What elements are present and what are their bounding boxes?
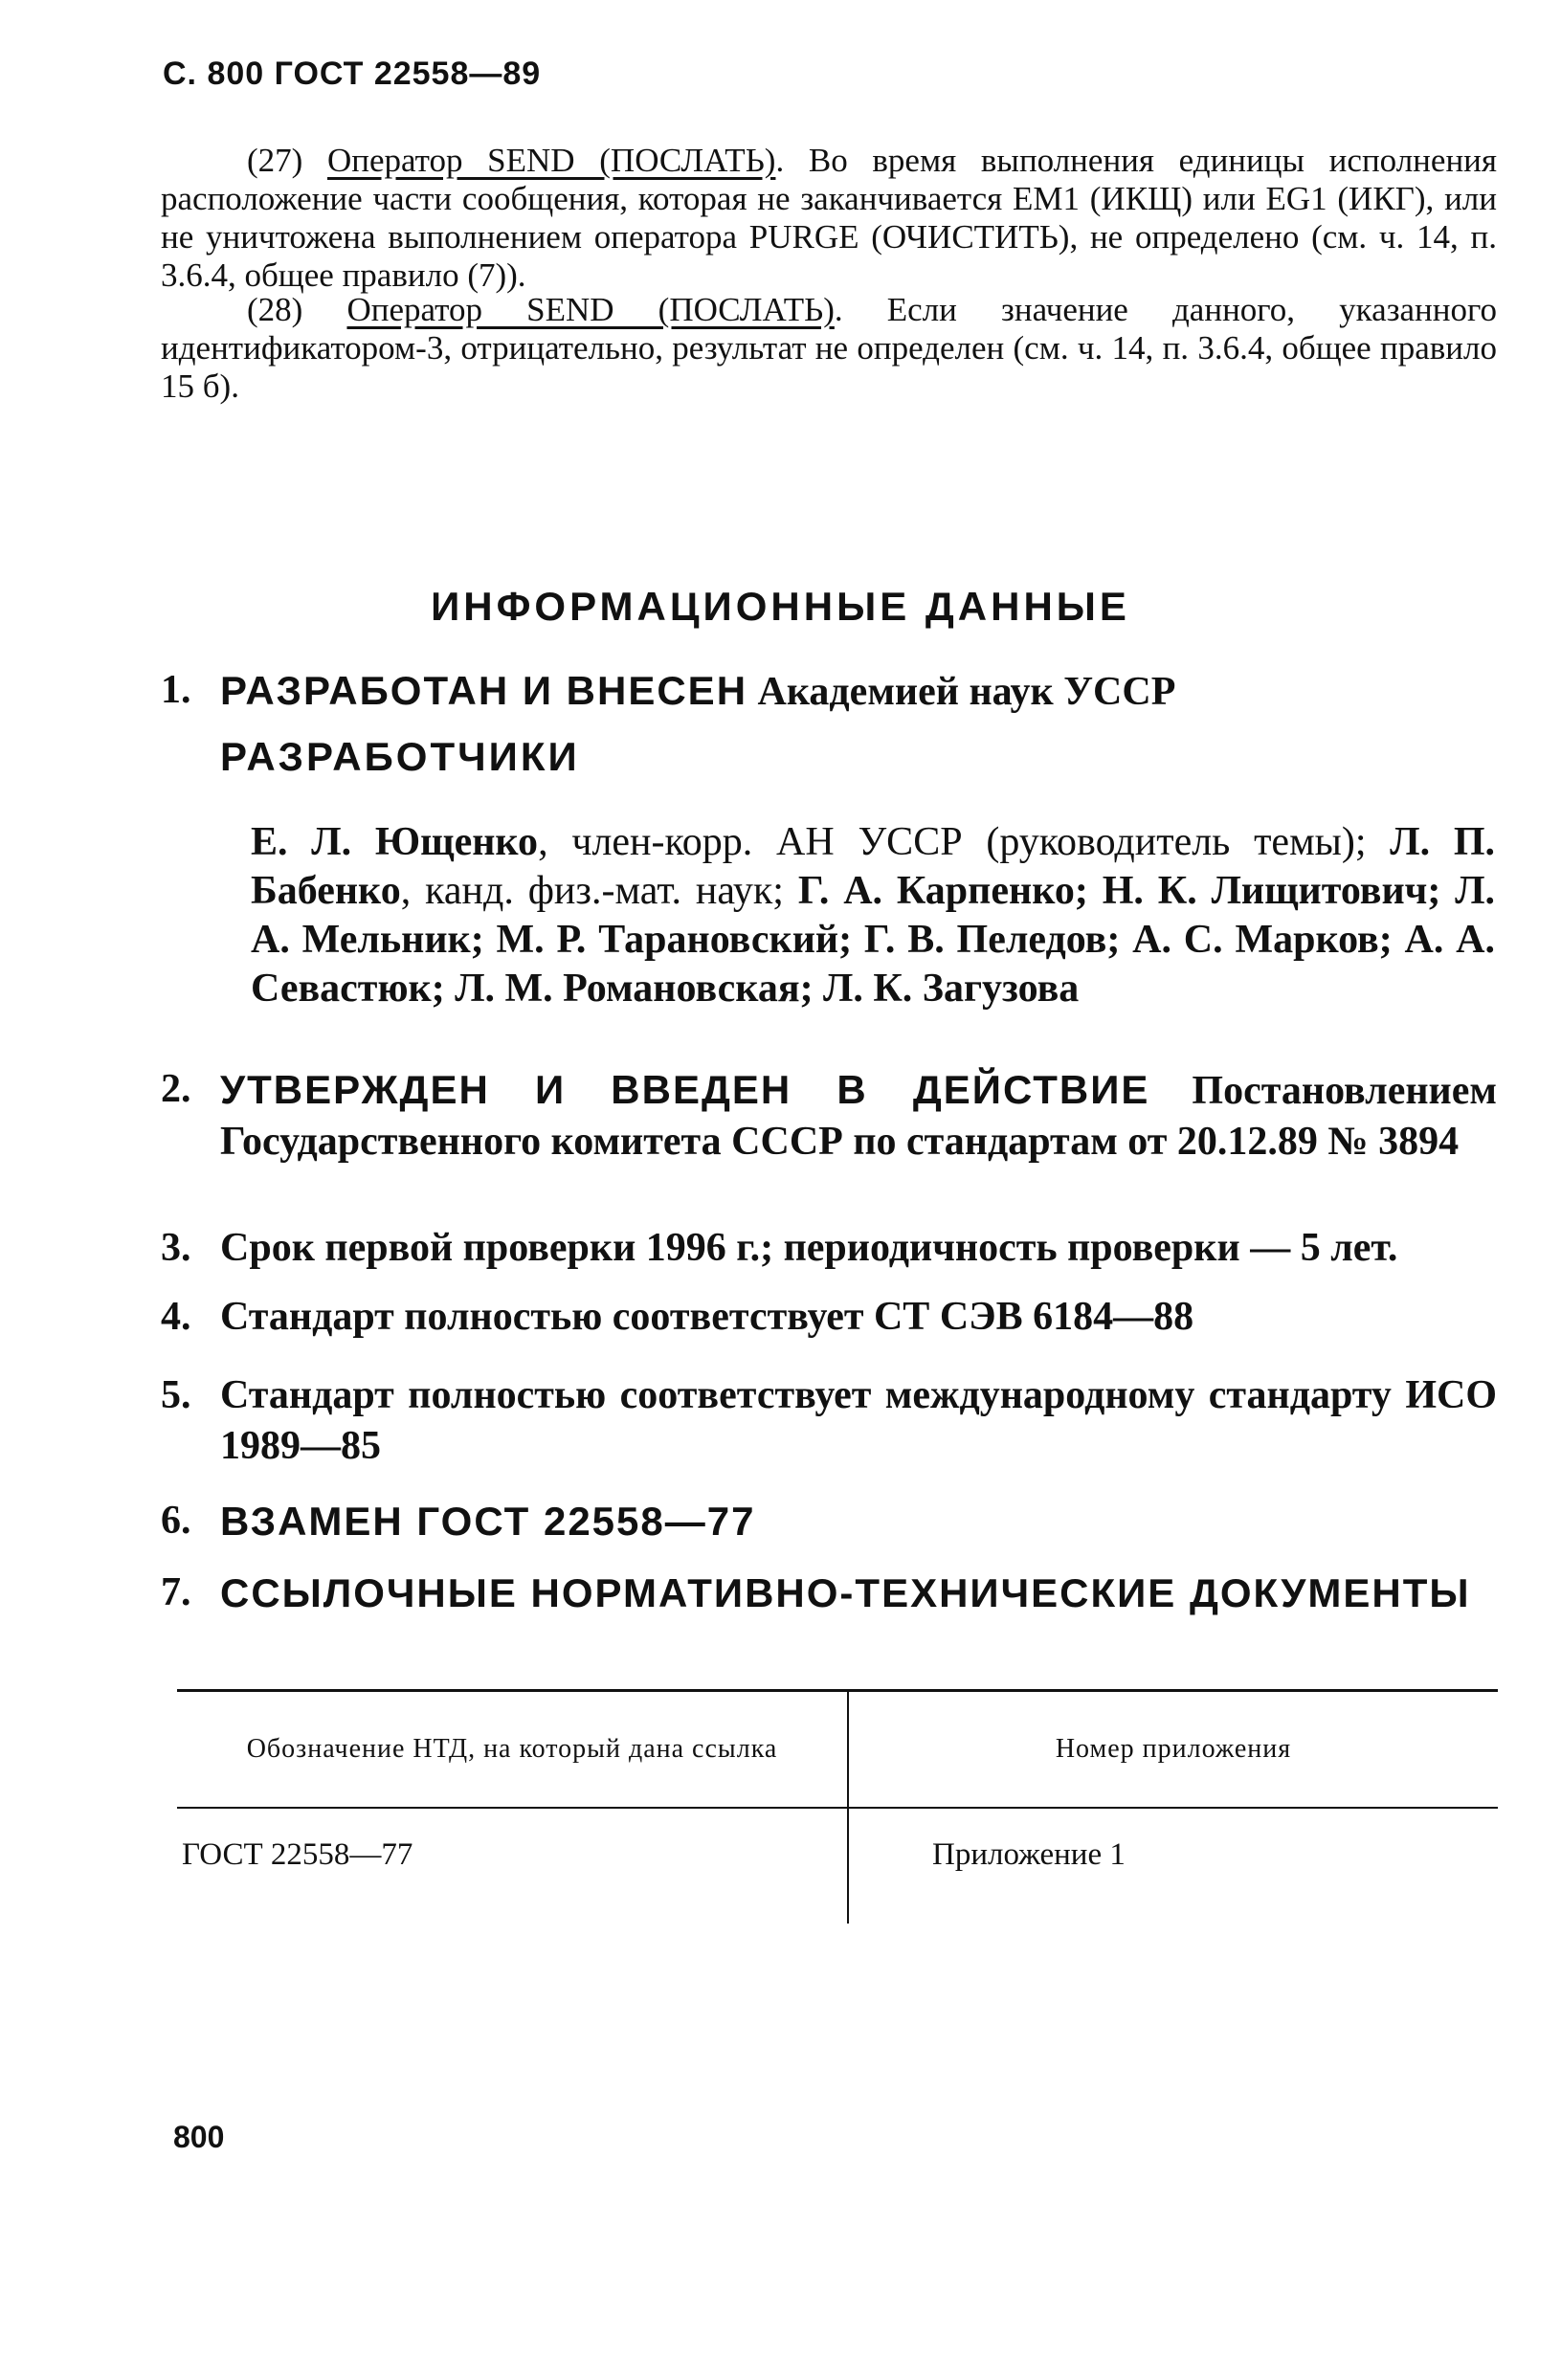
table-header-cell: Обозначение НТД, на который дана ссылка — [246, 1734, 778, 1764]
info-item-2 — [161, 1064, 1497, 1168]
info-item-7 — [161, 1568, 1497, 1618]
item-number: 4. — [161, 1295, 191, 1339]
developers-list — [251, 818, 1495, 1013]
table-cell: ГОСТ 22558—77 — [182, 1837, 413, 1872]
item-text: Стандарт полностью соответствует международному стандарту ИСО 1989—85 — [220, 1373, 1497, 1468]
item-number: 3. — [161, 1226, 191, 1270]
item-caps: РАЗРАБОТАН И ВНЕСЕН — [220, 668, 748, 713]
info-item-5 — [161, 1370, 1497, 1472]
operator-term: Оператор SEND (ПОСЛАТЬ) — [346, 291, 835, 328]
paragraph-text: . Во время выполнения единицы исполнения расположение части сообщения, которая не заканчивается EM1 (ИКЩ) или EG1 (ИКГ), или не уничтожена выполнением оператора PURGE (ОЧИСТИТЬ), не определено (см. ч. 14, п. 3.6.4, общее правило (7)). — [161, 142, 1498, 294]
reference-table — [177, 1689, 1498, 1924]
item-number: 5. — [161, 1373, 191, 1417]
paragraph-number: (28) — [247, 291, 303, 328]
item-caps: УТВЕРЖДЕН И ВВЕДЕН В ДЕЙСТВИЕ — [220, 1067, 1150, 1112]
developer-names: Г. А. Карпенко; Н. К. Лищитович; Л. А. Мельник; М. Р. Тарановский; Г. В. Пеледов; А. С. Марков; А. А. Севастюк; Л. М. Романовская; Л. К. Загузова — [251, 869, 1495, 1011]
item-caps: ВЗАМЕН ГОСТ 22558—77 — [220, 1499, 756, 1544]
info-item-1 — [161, 665, 1497, 718]
item-number: 6. — [161, 1499, 191, 1543]
developer-role: , канд. физ.-мат. наук; — [400, 869, 798, 913]
developer-name: Л. П. Бабенко — [251, 820, 1496, 913]
item-number: 2. — [161, 1067, 191, 1111]
table-row — [177, 1809, 1498, 1924]
page-number: 800 — [173, 2120, 225, 2154]
paragraph-28 — [161, 291, 1497, 406]
item-number: 1. — [161, 668, 191, 712]
paragraph-text: . Если значение данного, указанного идентификатором-3, отрицательно, результат не определен (см. ч. 14, п. 3.6.4, общее правило 15 б). — [161, 291, 1498, 405]
item-text: Стандарт полностью соответствует СТ СЭВ 6184—88 — [220, 1295, 1194, 1339]
developer-name: Е. Л. Ющенко — [251, 820, 539, 864]
table-header-cell: Номер приложения — [847, 1692, 1498, 1807]
operator-term: Оператор SEND (ПОСЛАТЬ) — [327, 142, 776, 179]
info-item-6 — [161, 1496, 1497, 1546]
developers-heading: РАЗРАБОТЧИКИ — [220, 734, 580, 779]
item-text: Постановлением Государственного комитета СССР по стандартам от 20.12.89 № 3894 — [220, 1069, 1497, 1164]
paragraph-27 — [161, 142, 1497, 295]
item-number: 7. — [161, 1570, 191, 1614]
paragraph-number: (27) — [247, 142, 303, 179]
info-item-4 — [161, 1292, 1497, 1343]
section-title: ИНФОРМАЦИОННЫЕ ДАННЫЕ — [431, 584, 1130, 629]
running-header: С. 800 ГОСТ 22558—89 — [163, 56, 542, 92]
item-text: Академией наук УССР — [747, 670, 1176, 714]
item-text: Срок первой проверки 1996 г.; периодичность проверки — 5 лет. — [220, 1226, 1398, 1270]
info-item-3 — [161, 1223, 1497, 1274]
table-header-row — [177, 1692, 1498, 1807]
table-cell: Приложение 1 — [847, 1809, 1498, 1924]
developer-role: , член-корр. АН УССР (руководитель темы); — [538, 820, 1391, 864]
item-caps: ССЫЛОЧНЫЕ НОРМАТИВНО-ТЕХНИЧЕСКИЕ ДОКУМЕНТЫ — [220, 1570, 1471, 1615]
